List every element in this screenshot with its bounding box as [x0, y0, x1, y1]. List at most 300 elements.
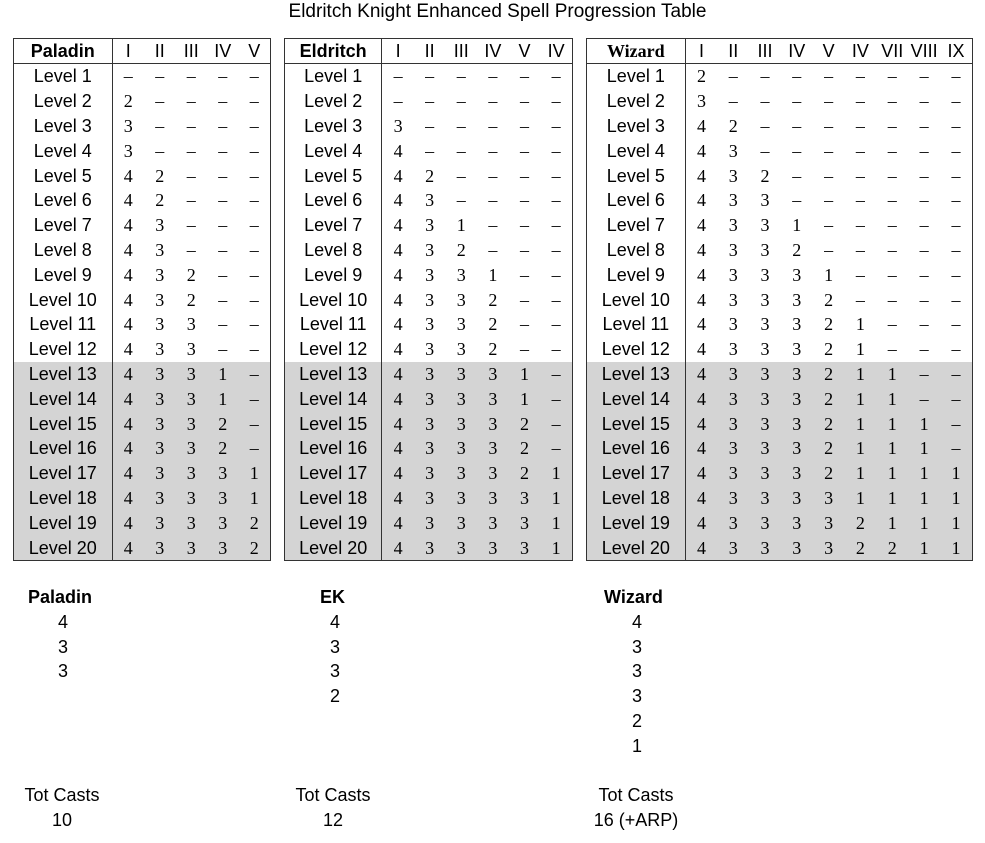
wizard-header: Wizard [587, 39, 686, 64]
slot-cell: 3 [749, 362, 781, 387]
slot-cell: – [887, 66, 897, 87]
paladin-row [14, 337, 271, 362]
slot-cell: 3 [414, 436, 446, 461]
paladin-total-label: Tot Casts [24, 785, 100, 805]
slot-cell: 3 [176, 362, 207, 387]
slot-cell: – [249, 239, 259, 260]
slot-cell: – [249, 289, 259, 310]
slot-cell: 3 [477, 510, 509, 535]
eldritch-row [285, 461, 573, 486]
wizard-row [587, 535, 973, 560]
slot-cell: 1 [908, 461, 940, 486]
slot-cell: – [855, 165, 865, 186]
slot-cell: 4 [112, 510, 144, 535]
slot-cell: 3 [144, 386, 175, 411]
slot-cell: 3 [749, 535, 781, 560]
slot-cell: 1 [844, 411, 876, 436]
slot-cell: 4 [382, 362, 414, 387]
wizard-col-header: I [698, 41, 704, 61]
slot-cell: – [218, 289, 228, 310]
slot-cell: – [218, 190, 228, 211]
slot-cell: – [951, 140, 961, 161]
paladin-row [14, 535, 271, 560]
slot-cell: – [824, 91, 834, 112]
slot-cell: 3 [760, 264, 770, 285]
slot-cell: 2 [824, 314, 834, 335]
slot-cell: – [551, 140, 561, 161]
slot-cell: – [940, 436, 972, 461]
slot-cell: 1 [876, 411, 908, 436]
slot-cell: 4 [112, 436, 144, 461]
eldritch-row [285, 337, 573, 362]
slot-cell: – [218, 66, 228, 87]
slot-cell: – [488, 190, 498, 211]
ek-summary-header: EK [320, 587, 346, 607]
slot-cell: – [551, 239, 561, 260]
slot-cell: – [218, 215, 228, 236]
ek-summary-value: 4 [330, 611, 341, 632]
slot-cell: 1 [207, 362, 238, 387]
slot-cell: 2 [488, 339, 498, 360]
level-label: Level 20 [14, 535, 113, 560]
level-label: Level 9 [587, 262, 686, 287]
paladin-row [14, 188, 271, 213]
slot-cell: – [887, 339, 897, 360]
eldritch-row [285, 287, 573, 312]
slot-cell: 3 [456, 289, 466, 310]
slot-cell: 2 [207, 436, 238, 461]
level-label: Level 4 [587, 138, 686, 163]
slot-cell: – [186, 66, 196, 87]
wizard-row [587, 337, 973, 362]
slot-cell: 1 [940, 486, 972, 511]
slot-cell: 3 [144, 461, 175, 486]
slot-cell: – [908, 362, 940, 387]
page-title: Eldritch Knight Enhanced Spell Progression Table [288, 1, 707, 22]
eldritch-row [285, 114, 573, 139]
level-label: Level 17 [587, 461, 686, 486]
slot-cell: 1 [509, 362, 541, 387]
slot-cell: 3 [144, 510, 175, 535]
slot-cell: 4 [685, 362, 717, 387]
wizard-col-header: V [822, 41, 835, 61]
paladin-summary-header: Paladin [28, 587, 93, 607]
slot-cell: 1 [456, 215, 466, 236]
slot-cell: – [760, 115, 770, 136]
slot-cell: – [155, 91, 165, 112]
eldritch-row [285, 411, 573, 436]
slot-cell: – [951, 339, 961, 360]
slot-cell: 1 [876, 362, 908, 387]
slot-cell: 4 [382, 535, 414, 560]
level-label: Level 11 [285, 312, 382, 337]
slot-cell: – [887, 190, 897, 211]
slot-cell: 1 [488, 264, 498, 285]
slot-cell: 1 [940, 461, 972, 486]
slot-cell: – [123, 66, 133, 87]
level-label: Level 6 [14, 188, 113, 213]
slot-cell: 2 [425, 165, 435, 186]
slot-cell: – [218, 339, 228, 360]
slot-cell: – [728, 91, 738, 112]
slot-cell: 4 [112, 386, 144, 411]
slot-cell: – [456, 140, 466, 161]
slot-cell: – [940, 386, 972, 411]
level-label: Level 18 [285, 486, 382, 511]
slot-cell: 3 [749, 411, 781, 436]
wizard-row [587, 287, 973, 312]
wizard-summary-value: 4 [632, 611, 643, 632]
slot-cell: – [551, 314, 561, 335]
slot-cell: 3 [176, 436, 207, 461]
slot-cell: 3 [445, 461, 477, 486]
wizard-col-header: II [728, 41, 739, 61]
slot-cell: 4 [123, 165, 133, 186]
wizard-row [587, 188, 973, 213]
level-label: Level 8 [14, 238, 113, 263]
ek-summary-value: 3 [330, 661, 341, 682]
slot-cell: 3 [781, 362, 813, 387]
level-label: Level 18 [14, 486, 113, 511]
slot-cell: 3 [425, 215, 435, 236]
slot-cell: 3 [123, 140, 133, 161]
wizard-total-label: Tot Casts [598, 785, 674, 805]
slot-cell: 3 [414, 386, 446, 411]
slot-cell: 1 [940, 535, 972, 560]
eldritch-col-header: I [395, 41, 401, 61]
level-label: Level 3 [14, 114, 113, 139]
slot-cell: 3 [445, 510, 477, 535]
level-label: Level 5 [587, 163, 686, 188]
wizard-row [587, 411, 973, 436]
slot-cell: 3 [728, 339, 738, 360]
slot-cell: – [456, 91, 466, 112]
slot-cell: 3 [728, 215, 738, 236]
slot-cell: – [824, 239, 834, 260]
slot-cell: 4 [697, 140, 706, 161]
slot-cell: – [887, 314, 897, 335]
slot-cell: 2 [509, 411, 541, 436]
slot-cell: 3 [207, 535, 238, 560]
wizard-col-header: IX [947, 41, 965, 61]
slot-cell: 1 [844, 486, 876, 511]
slot-cell: 3 [728, 289, 738, 310]
slot-cell: – [551, 190, 561, 211]
wizard-summary-value: 3 [632, 661, 643, 682]
paladin-row [14, 510, 271, 535]
slot-cell: 3 [728, 140, 738, 161]
wizard-row [587, 163, 973, 188]
slot-cell: – [551, 289, 561, 310]
slot-cell: 2 [876, 535, 908, 560]
paladin-summary [28, 585, 108, 684]
level-label: Level 12 [285, 337, 382, 362]
slot-cell: – [186, 165, 196, 186]
eldritch-row [285, 510, 573, 535]
slot-cell: – [824, 190, 834, 211]
slot-cell: 3 [717, 510, 749, 535]
level-label: Level 1 [285, 64, 382, 89]
slot-cell: 1 [509, 386, 541, 411]
level-label: Level 14 [587, 386, 686, 411]
eldritch-row [285, 138, 573, 163]
wizard-row [587, 238, 973, 263]
level-label: Level 4 [14, 138, 113, 163]
slot-cell: 3 [155, 264, 165, 285]
slot-cell: 1 [908, 510, 940, 535]
slot-cell: – [951, 115, 961, 136]
slot-cell: – [855, 239, 865, 260]
wizard-summary-value: 2 [632, 710, 643, 731]
slot-cell: – [951, 264, 961, 285]
slot-cell: – [951, 239, 961, 260]
slot-cell: – [919, 239, 929, 260]
slot-cell: 3 [393, 115, 403, 136]
slot-cell: – [855, 140, 865, 161]
slot-cell: 3 [760, 339, 770, 360]
level-label: Level 12 [587, 337, 686, 362]
slot-cell: 2 [844, 510, 876, 535]
slot-cell: – [551, 215, 561, 236]
eldritch-col-header: II [424, 41, 435, 61]
slot-cell: 3 [155, 289, 165, 310]
slot-cell: 4 [685, 411, 717, 436]
paladin-col-header: IV [214, 41, 232, 61]
paladin-row [14, 362, 271, 387]
slot-cell: – [249, 140, 259, 161]
slot-cell: – [887, 264, 897, 285]
slot-cell: 1 [876, 486, 908, 511]
paladin-col-header: V [248, 41, 261, 61]
paladin-row [14, 287, 271, 312]
slot-cell: – [824, 140, 834, 161]
slot-cell: – [488, 115, 498, 136]
slot-cell: 3 [781, 486, 813, 511]
slot-cell: 1 [908, 436, 940, 461]
slot-cell: 3 [445, 436, 477, 461]
slot-cell: – [186, 239, 196, 260]
slot-cell: 2 [509, 461, 541, 486]
slot-cell: 3 [781, 436, 813, 461]
slot-cell: 3 [717, 436, 749, 461]
slot-cell: – [551, 91, 561, 112]
slot-cell: 3 [176, 411, 207, 436]
level-label: Level 7 [14, 213, 113, 238]
slot-cell: 3 [792, 339, 802, 360]
slot-cell: 1 [792, 215, 802, 236]
slot-cell: 2 [824, 289, 834, 310]
level-label: Level 8 [285, 238, 382, 263]
slot-cell: 3 [425, 339, 435, 360]
slot-cell: – [887, 140, 897, 161]
slot-cell: 3 [207, 486, 238, 511]
slot-cell: – [249, 215, 259, 236]
slot-cell: 1 [540, 510, 572, 535]
slot-cell: – [824, 115, 834, 136]
paladin-summary-value: 4 [58, 611, 69, 632]
slot-cell: – [425, 91, 435, 112]
slot-cell: – [155, 66, 165, 87]
slot-cell: – [519, 215, 529, 236]
wizard-total-value: 16 (+ARP) [593, 809, 679, 830]
slot-cell: – [728, 66, 738, 87]
slot-cell: 3 [697, 91, 706, 112]
slot-cell: 2 [155, 190, 165, 211]
slot-cell: 2 [824, 339, 834, 360]
slot-cell: 1 [540, 535, 572, 560]
slot-cell: 1 [908, 486, 940, 511]
slot-cell: 3 [445, 386, 477, 411]
slot-cell: 4 [112, 362, 144, 387]
slot-cell: – [919, 190, 929, 211]
slot-cell: – [792, 91, 802, 112]
slot-cell: 4 [123, 264, 133, 285]
slot-cell: – [824, 66, 834, 87]
slot-cell: 3 [760, 239, 770, 260]
slot-cell: – [855, 215, 865, 236]
slot-cell: – [951, 289, 961, 310]
wizard-col-header: IV [788, 41, 806, 61]
slot-cell: 3 [728, 190, 738, 211]
slot-cell: 3 [728, 239, 738, 260]
level-label: Level 6 [587, 188, 686, 213]
slot-cell: – [456, 190, 466, 211]
level-label: Level 4 [285, 138, 382, 163]
eldritch-row [285, 213, 573, 238]
slot-cell: 3 [425, 314, 435, 335]
slot-cell: 3 [414, 461, 446, 486]
slot-cell: 3 [477, 362, 509, 387]
slot-cell: – [249, 190, 259, 211]
slot-cell: 3 [781, 461, 813, 486]
level-label: Level 16 [587, 436, 686, 461]
slot-cell: 1 [540, 486, 572, 511]
slot-cell: – [919, 115, 929, 136]
slot-cell: – [249, 66, 259, 87]
slot-cell: 4 [393, 339, 403, 360]
slot-cell: 3 [414, 535, 446, 560]
slot-cell: 3 [144, 362, 175, 387]
slot-cell: 3 [717, 411, 749, 436]
slot-cell: – [855, 289, 865, 310]
slot-cell: 2 [844, 535, 876, 560]
slot-cell: 3 [445, 535, 477, 560]
level-label: Level 11 [14, 312, 113, 337]
slot-cell: – [519, 339, 529, 360]
slot-cell: 1 [855, 314, 865, 335]
slot-cell: 1 [844, 436, 876, 461]
slot-cell: 3 [792, 264, 802, 285]
slot-cell: – [792, 165, 802, 186]
slot-cell: 3 [155, 239, 165, 260]
slot-cell: 2 [456, 239, 466, 260]
slot-cell: – [519, 66, 529, 87]
slot-cell: – [488, 215, 498, 236]
slot-cell: 3 [728, 314, 738, 335]
slot-cell: 2 [488, 289, 498, 310]
level-label: Level 9 [285, 262, 382, 287]
slot-cell: – [919, 165, 929, 186]
slot-cell: – [551, 339, 561, 360]
level-label: Level 19 [587, 510, 686, 535]
slot-cell: – [393, 91, 403, 112]
slot-cell: 1 [844, 386, 876, 411]
slot-cell: 3 [445, 362, 477, 387]
eldritch-col-header: III [453, 41, 469, 61]
slot-cell: 3 [176, 486, 207, 511]
slot-cell: – [238, 436, 270, 461]
level-label: Level 7 [285, 213, 382, 238]
slot-cell: – [238, 362, 270, 387]
level-label: Level 15 [587, 411, 686, 436]
slot-cell: – [887, 115, 897, 136]
slot-cell: 2 [488, 314, 498, 335]
slot-cell: 3 [728, 264, 738, 285]
slot-cell: 3 [425, 190, 435, 211]
eldritch-row [285, 386, 573, 411]
slot-cell: 4 [697, 314, 706, 335]
slot-cell: 4 [685, 461, 717, 486]
slot-cell: 4 [123, 239, 133, 260]
slot-cell: 3 [445, 411, 477, 436]
eldritch-row [285, 312, 573, 337]
slot-cell: 1 [908, 535, 940, 560]
level-label: Level 10 [14, 287, 113, 312]
slot-cell: 3 [749, 510, 781, 535]
wizard-summary-value: 1 [632, 735, 643, 756]
slot-cell: – [940, 411, 972, 436]
ek-summary-value: 2 [330, 686, 341, 707]
slot-cell: 3 [717, 535, 749, 560]
level-label: Level 3 [285, 114, 382, 139]
slot-cell: 3 [781, 535, 813, 560]
level-label: Level 14 [14, 386, 113, 411]
slot-cell: 3 [414, 411, 446, 436]
paladin-col-header: III [183, 41, 199, 61]
slot-cell: – [908, 386, 940, 411]
paladin-row [14, 312, 271, 337]
level-label: Level 20 [587, 535, 686, 560]
level-label: Level 2 [14, 89, 113, 114]
paladin-col-header: I [125, 41, 131, 61]
slot-cell: 4 [112, 411, 144, 436]
slot-cell: 3 [781, 510, 813, 535]
slot-cell: 3 [207, 510, 238, 535]
level-label: Level 19 [14, 510, 113, 535]
slot-cell: 1 [876, 436, 908, 461]
slot-cell: 3 [144, 486, 175, 511]
wizard-row [587, 362, 973, 387]
slot-cell: – [855, 115, 865, 136]
slot-cell: 3 [728, 165, 738, 186]
slot-cell: 4 [382, 510, 414, 535]
slot-cell: – [519, 264, 529, 285]
slot-cell: – [519, 190, 529, 211]
slot-cell: 3 [760, 215, 770, 236]
slot-cell: 4 [685, 436, 717, 461]
wizard-row [587, 436, 973, 461]
slot-cell: – [919, 264, 929, 285]
slot-cell: 3 [509, 486, 541, 511]
slot-cell: 1 [824, 264, 834, 285]
slot-cell: – [887, 215, 897, 236]
slot-cell: 4 [697, 339, 706, 360]
slot-cell: 2 [238, 535, 270, 560]
slot-cell: – [551, 115, 561, 136]
slot-cell: 4 [393, 314, 403, 335]
paladin-spell-table [13, 38, 271, 561]
level-label: Level 13 [285, 362, 382, 387]
